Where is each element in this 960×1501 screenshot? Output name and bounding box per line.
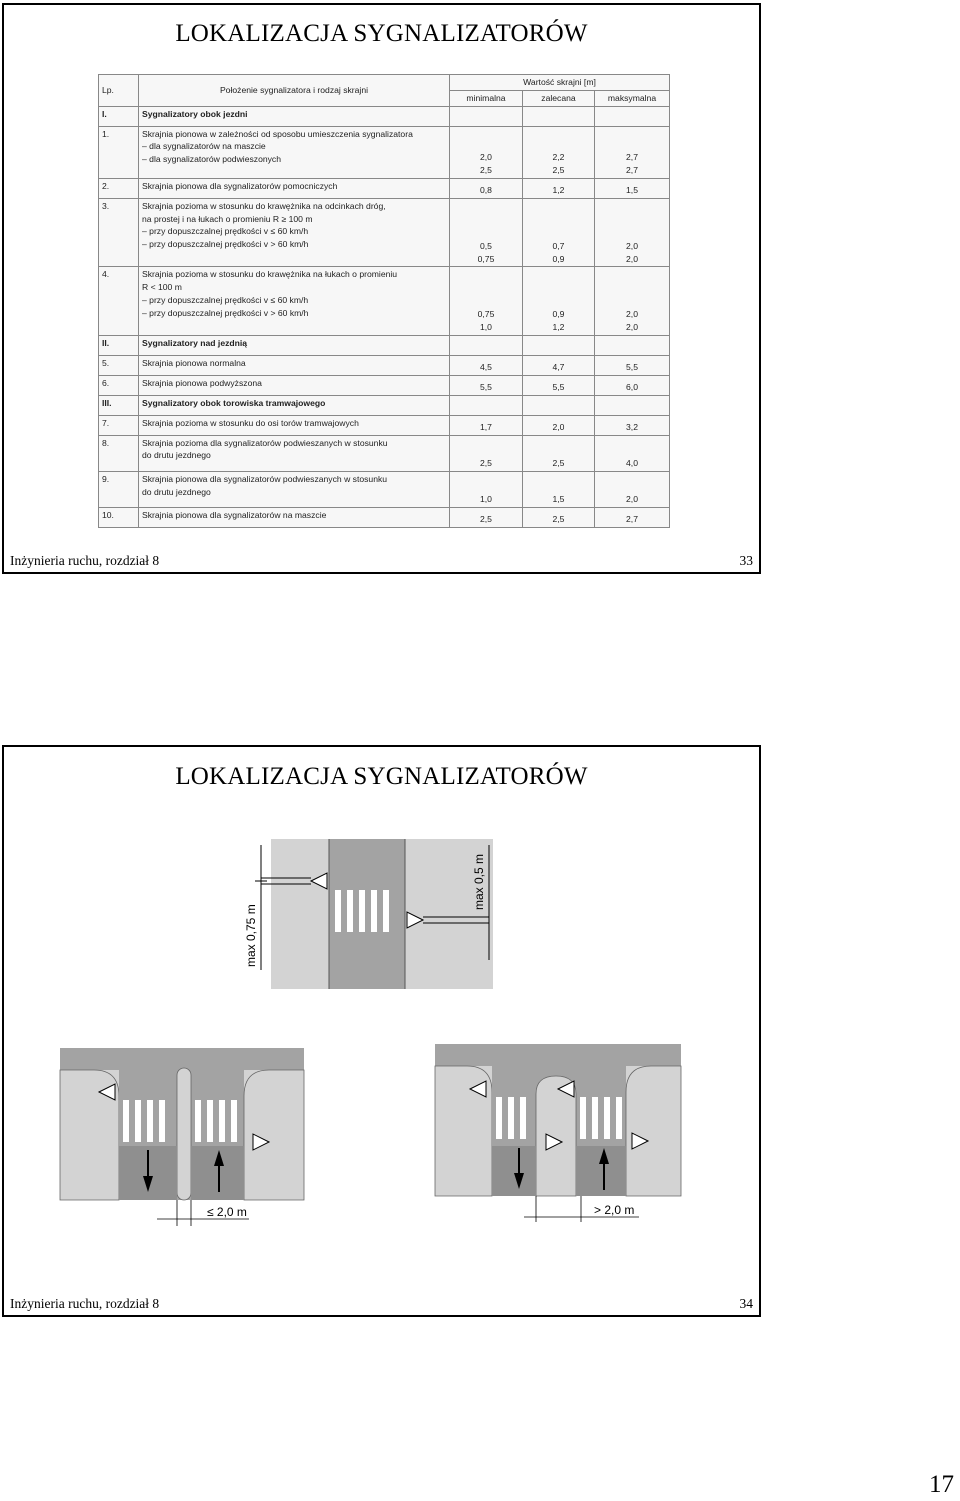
- description-line: Skrajnia pionowa podwyższona: [142, 377, 262, 388]
- value-rec: [523, 198, 595, 267]
- table-section-row: [99, 395, 670, 415]
- value-max: [595, 395, 670, 415]
- footer-course: Inżynieria ruchu, rozdział 8: [10, 1296, 160, 1311]
- value-max: [595, 178, 670, 198]
- page-number: 17: [929, 1471, 954, 1498]
- value-min: [450, 395, 523, 415]
- description-line: – przy dopuszczalnej prędkości v ≤ 60 km/h: [142, 294, 309, 305]
- value-line: 1,7: [480, 421, 492, 432]
- description-line: – dla sygnalizatorów podwieszonych: [142, 154, 282, 165]
- value-line: 2,5: [480, 458, 492, 469]
- value-line: 2,5: [552, 165, 565, 176]
- value-max: [595, 415, 670, 435]
- row-lp: 10.: [99, 507, 139, 527]
- header-value-group: Wartość skrajni [m]: [450, 75, 670, 91]
- value-rec: [523, 507, 595, 527]
- value-line: 2,0: [626, 253, 638, 264]
- value-rec: [523, 335, 595, 355]
- footer-slide-number: 33: [739, 553, 753, 568]
- value-min: [450, 355, 523, 375]
- row-description: [139, 198, 450, 267]
- dim-label-left: max 0,75 m: [244, 904, 258, 967]
- description-line: Sygnalizatory nad jezdnią: [142, 337, 248, 348]
- table-row: [99, 267, 670, 336]
- table-row: [99, 126, 670, 178]
- value-rec: [523, 375, 595, 395]
- description-line: Skrajnia pionowa dla sygnalizatorów pomocniczych: [142, 180, 338, 191]
- value-line: 0,8: [480, 185, 492, 196]
- value-max: [595, 375, 670, 395]
- row-lp: III.: [99, 395, 139, 415]
- row-description: [139, 507, 450, 527]
- dim-label: > 2,0 m: [594, 1203, 635, 1217]
- footer-course: Inżynieria ruchu, rozdział 8: [10, 553, 160, 568]
- table-section-row: [99, 335, 670, 355]
- header-max: maksymalna: [595, 90, 670, 106]
- dim-label-right: max 0,5 m: [472, 853, 486, 910]
- description-line: – przy dopuszczalnej prędkości v > 60 km/h: [142, 307, 309, 318]
- dim-label: ≤ 2,0 m: [207, 1205, 247, 1219]
- value-line: 5,5: [626, 361, 638, 372]
- description-line: do drutu jezdnego: [142, 450, 211, 461]
- description-line: – przy dopuszczalnej prędkości v > 60 km/h: [142, 239, 309, 250]
- value-min: [450, 178, 523, 198]
- value-min: [450, 335, 523, 355]
- value-line: 2,2: [552, 152, 565, 163]
- table-row: [99, 471, 670, 507]
- value-line: 2,0: [626, 309, 638, 320]
- value-min: [450, 415, 523, 435]
- footer-slide-number: 34: [739, 1296, 753, 1311]
- crossing-diagram-top: [239, 835, 499, 993]
- row-description: [139, 106, 450, 126]
- header-lp: Lp.: [99, 75, 139, 107]
- value-line: 2,5: [480, 514, 492, 525]
- value-line: 4,7: [552, 361, 565, 372]
- value-max: [595, 267, 670, 336]
- row-lp: 3.: [99, 198, 139, 267]
- description-line: Skrajnia pozioma w stosunku do krawężnika na łukach o promieniu: [142, 269, 398, 280]
- table-row: [99, 178, 670, 198]
- row-lp: 5.: [99, 355, 139, 375]
- value-line: 2,7: [626, 152, 638, 163]
- row-lp: 4.: [99, 267, 139, 336]
- description-line: Sygnalizatory obok torowiska tramwajowego: [142, 397, 326, 408]
- row-lp: II.: [99, 335, 139, 355]
- clearance-table: [98, 74, 669, 528]
- value-rec: [523, 178, 595, 198]
- value-line: 2,5: [552, 458, 565, 469]
- value-line: 2,5: [552, 514, 565, 525]
- row-lp: 1.: [99, 126, 139, 178]
- description-line: Skrajnia pozioma w stosunku do krawężnika na odcinkach dróg,: [142, 200, 386, 211]
- value-min: [450, 106, 523, 126]
- value-line: 2,5: [480, 165, 492, 176]
- row-lp: 8.: [99, 435, 139, 471]
- value-rec: [523, 415, 595, 435]
- value-line: 1,0: [480, 494, 492, 505]
- description-line: Skrajnia pionowa dla sygnalizatorów podwieszanych w stosunku: [142, 473, 388, 484]
- value-line: 1,2: [552, 185, 565, 196]
- row-description: [139, 335, 450, 355]
- value-line: 2,0: [480, 152, 492, 163]
- description-line: do drutu jezdnego: [142, 486, 211, 497]
- value-line: 0,75: [477, 309, 495, 320]
- table-row: [99, 198, 670, 267]
- value-max: [595, 471, 670, 507]
- row-description: [139, 395, 450, 415]
- value-line: 5,5: [552, 381, 565, 392]
- table-row: [99, 375, 670, 395]
- value-line: 2,0: [626, 240, 638, 251]
- description-line: – dla sygnalizatorów na maszcie: [142, 141, 266, 152]
- value-line: 3,2: [626, 421, 638, 432]
- table-row: [99, 435, 670, 471]
- value-line: 2,0: [626, 322, 638, 333]
- value-max: [595, 198, 670, 267]
- value-line: 2,7: [626, 514, 638, 525]
- value-min: [450, 435, 523, 471]
- value-line: 5,5: [480, 381, 492, 392]
- row-lp: 7.: [99, 415, 139, 435]
- value-line: 2,0: [626, 494, 638, 505]
- header-position: Położenie sygnalizatora i rodzaj skrajni: [139, 75, 450, 107]
- row-description: [139, 178, 450, 198]
- row-lp: 9.: [99, 471, 139, 507]
- description-line: Skrajnia pozioma dla sygnalizatorów podwieszanych w stosunku: [142, 437, 388, 448]
- value-min: [450, 126, 523, 178]
- value-min: [450, 267, 523, 336]
- row-lp: I.: [99, 106, 139, 126]
- value-rec: [523, 126, 595, 178]
- value-line: 4,5: [480, 361, 492, 372]
- description-line: Skrajnia pionowa dla sygnalizatorów na maszcie: [142, 509, 327, 520]
- value-max: [595, 355, 670, 375]
- value-rec: [523, 355, 595, 375]
- slide-34: [2, 745, 761, 1317]
- value-min: [450, 375, 523, 395]
- value-rec: [523, 395, 595, 415]
- value-min: [450, 198, 523, 267]
- value-line: 1,5: [552, 494, 565, 505]
- value-rec: [523, 471, 595, 507]
- row-description: [139, 415, 450, 435]
- row-description: [139, 267, 450, 336]
- value-line: 0,9: [552, 309, 565, 320]
- value-line: 2,7: [626, 165, 638, 176]
- value-min: [450, 507, 523, 527]
- value-line: 4,0: [626, 458, 638, 469]
- crossing-diagram-right: [434, 1042, 689, 1227]
- row-lp: 2.: [99, 178, 139, 198]
- header-min: minimalna: [450, 90, 523, 106]
- crossing-diagram-left: [59, 1046, 314, 1231]
- row-description: [139, 355, 450, 375]
- description-line: Skrajnia pionowa normalna: [142, 357, 246, 368]
- description-line: Skrajnia pionowa w zależności od sposobu umieszczenia sygnalizatora: [142, 128, 413, 139]
- value-line: 1,2: [552, 322, 565, 333]
- description-line: – przy dopuszczalnej prędkości v ≤ 60 km/h: [142, 226, 309, 237]
- slide-title: LOKALIZACJA SYGNALIZATORÓW: [175, 763, 588, 790]
- value-line: 6,0: [626, 381, 638, 392]
- value-line: 0,9: [552, 253, 565, 264]
- row-lp: 6.: [99, 375, 139, 395]
- value-max: [595, 126, 670, 178]
- value-line: 0,7: [552, 240, 565, 251]
- slide-33: [2, 3, 761, 574]
- value-line: 0,75: [477, 253, 495, 264]
- description-line: na prostej i na łukach o promieniu R ≥ 100 m: [142, 213, 313, 224]
- table-row: [99, 355, 670, 375]
- row-description: [139, 375, 450, 395]
- value-rec: [523, 435, 595, 471]
- description-line: Skrajnia pozioma w stosunku do osi torów tramwajowych: [142, 417, 359, 428]
- value-rec: [523, 267, 595, 336]
- island: [177, 1068, 191, 1200]
- row-description: [139, 471, 450, 507]
- value-max: [595, 507, 670, 527]
- value-line: 1,5: [626, 185, 638, 196]
- value-line: 0,5: [480, 240, 492, 251]
- value-max: [595, 335, 670, 355]
- row-description: [139, 435, 450, 471]
- value-min: [450, 471, 523, 507]
- value-line: 2,0: [552, 421, 565, 432]
- row-description: [139, 126, 450, 178]
- header-rec: zalecana: [523, 90, 595, 106]
- value-max: [595, 106, 670, 126]
- table-row: [99, 415, 670, 435]
- table-row: [99, 507, 670, 527]
- description-line: Sygnalizatory obok jezdni: [142, 108, 248, 119]
- description-line: R < 100 m: [142, 282, 182, 293]
- value-max: [595, 435, 670, 471]
- table-section-row: [99, 106, 670, 126]
- clearance-table-grid: [98, 74, 670, 528]
- slide-title: LOKALIZACJA SYGNALIZATORÓW: [175, 20, 588, 47]
- value-line: 1,0: [480, 322, 492, 333]
- value-rec: [523, 106, 595, 126]
